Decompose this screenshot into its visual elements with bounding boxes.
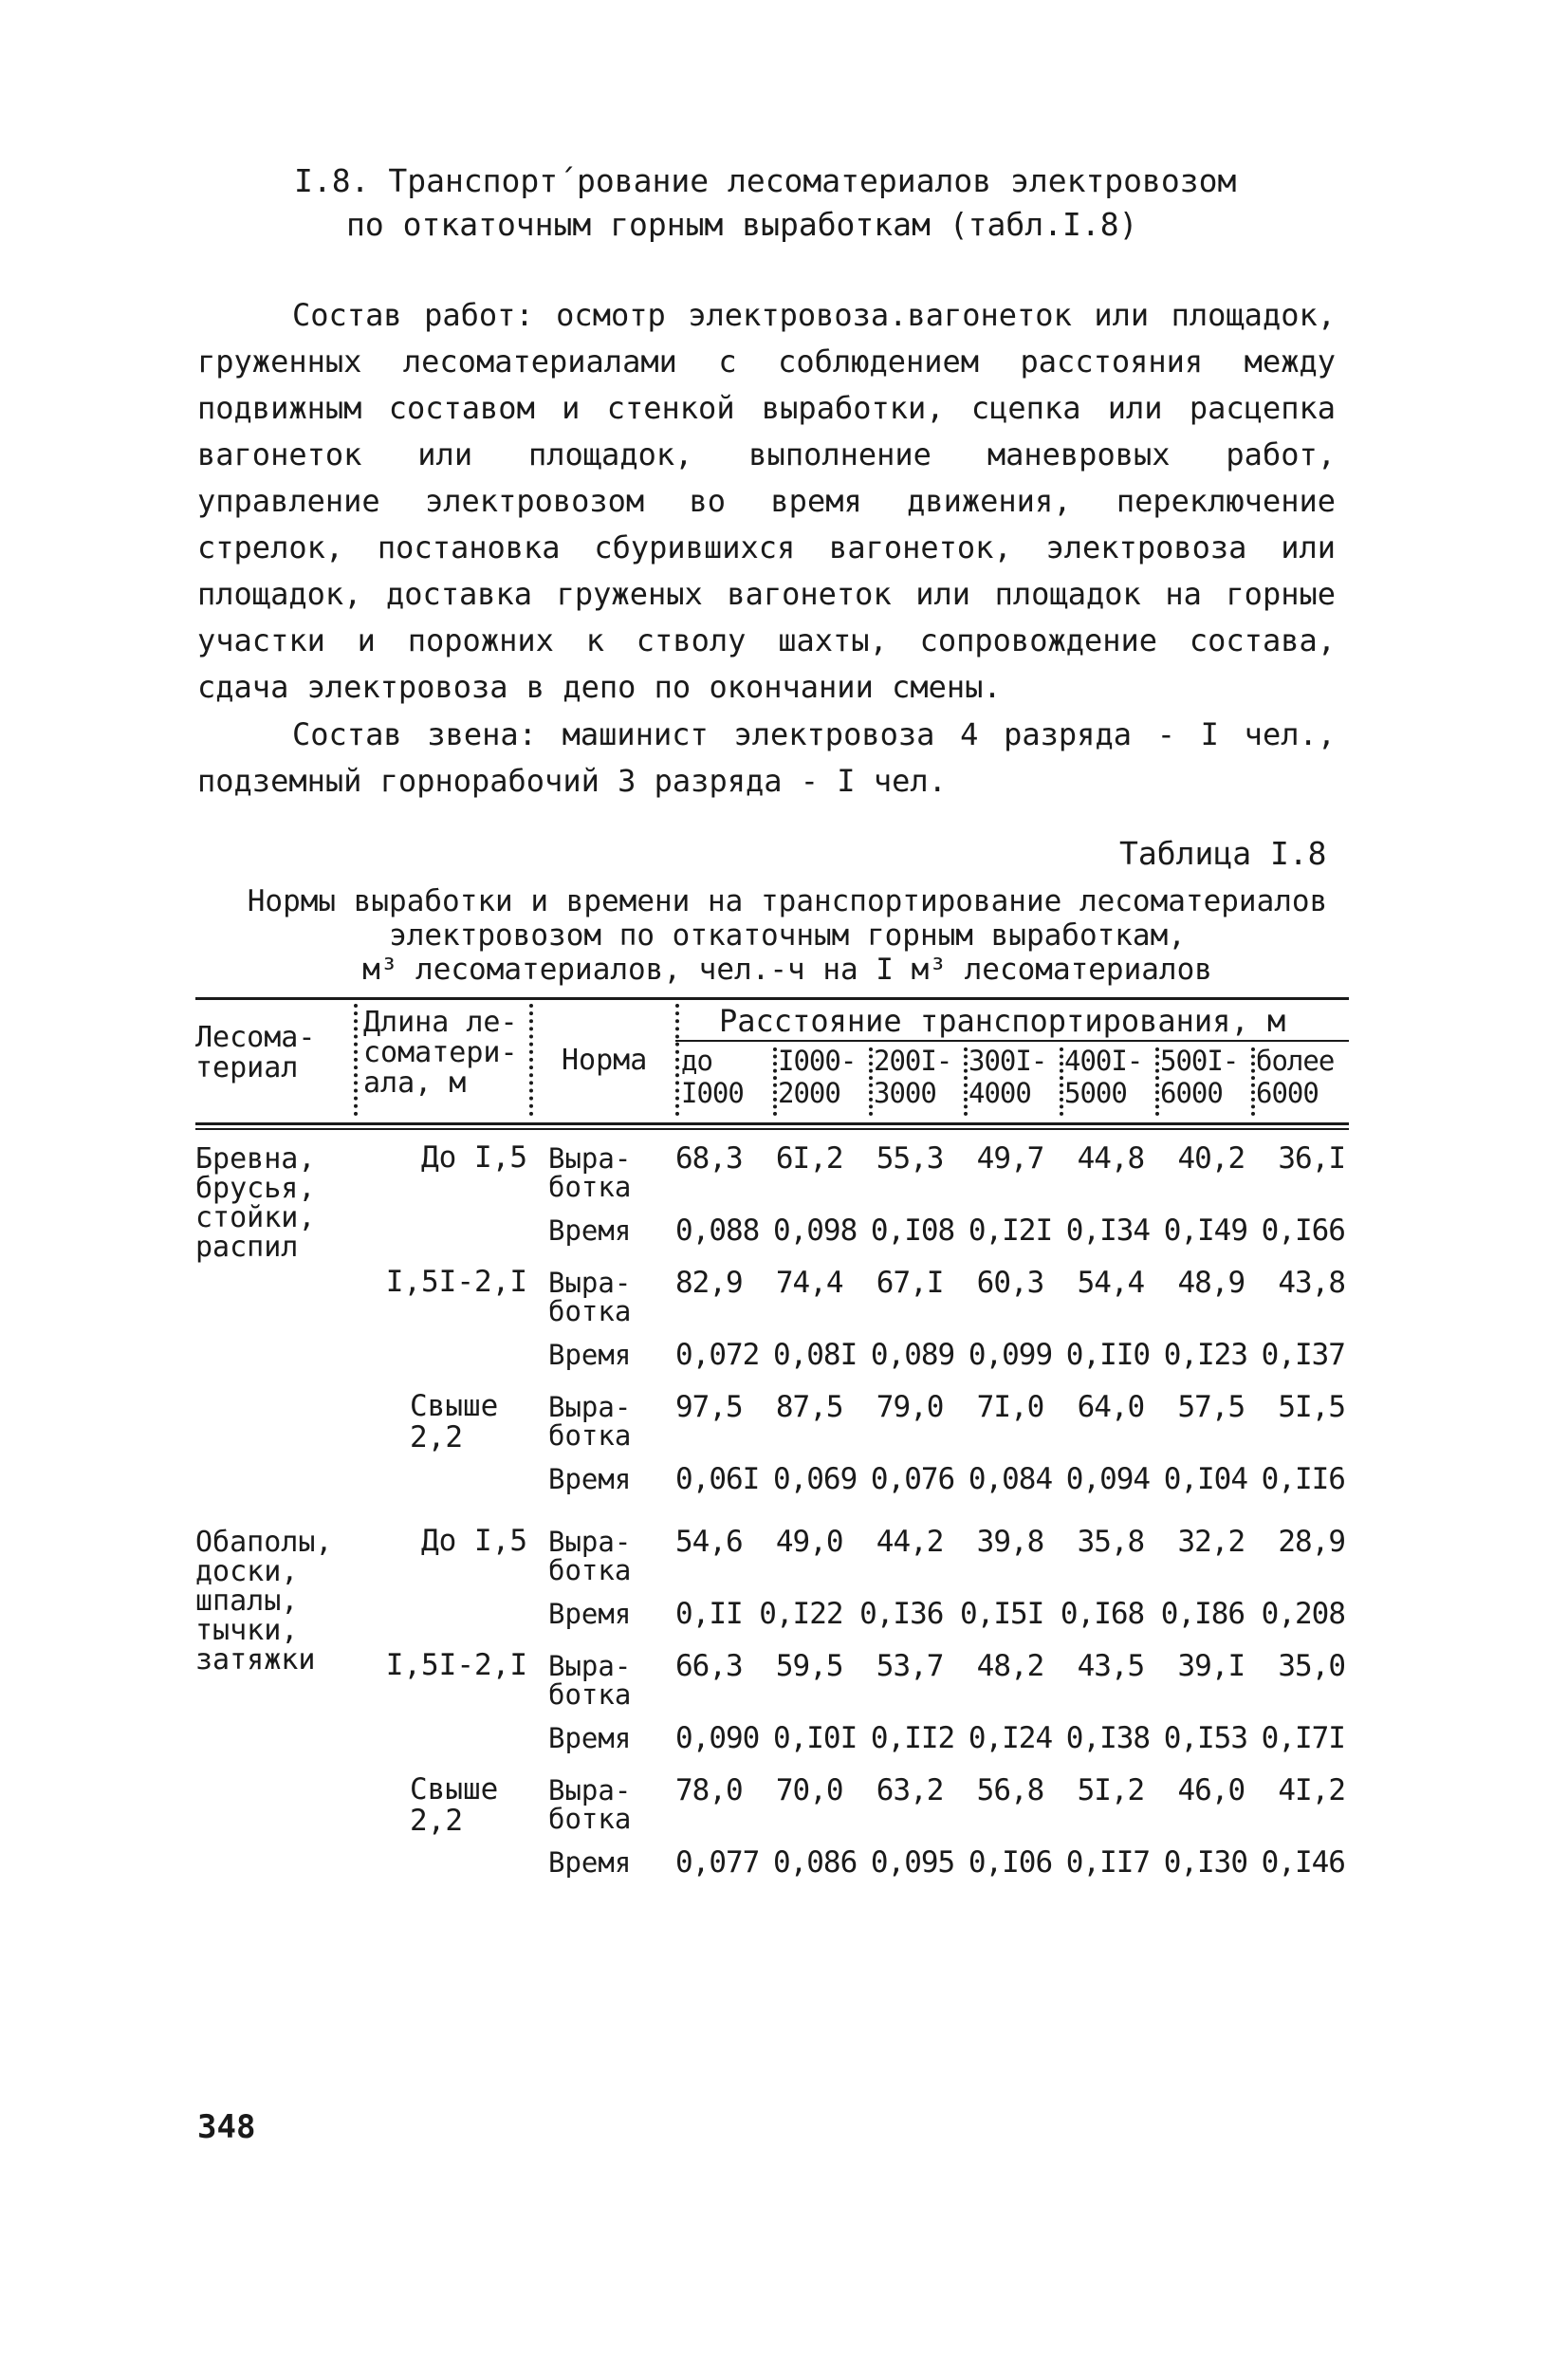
time-value: 0,I86 bbox=[1160, 1597, 1245, 1631]
time-values-row bbox=[675, 1598, 1345, 1630]
crew-composition-text: Состав звена: машинист электровоза 4 разряда - I чел., подземный горнорабочий 3 разряда - I чел. bbox=[197, 716, 1336, 799]
table-top-rule bbox=[195, 997, 1349, 1000]
time-value: 0,II0 bbox=[1065, 1338, 1151, 1372]
range-header-top: более bbox=[1256, 1045, 1335, 1077]
norm-time-label: Время bbox=[548, 1214, 632, 1247]
time-value: 0,I46 bbox=[1261, 1845, 1345, 1880]
range-header-bottom: 2000 bbox=[778, 1077, 840, 1109]
output-value: 60,3 bbox=[976, 1266, 1044, 1300]
length-cell bbox=[341, 1526, 527, 1557]
time-value: 0,098 bbox=[772, 1214, 858, 1248]
length-line: До I,5 bbox=[421, 1524, 527, 1558]
time-value: 0,I36 bbox=[859, 1597, 944, 1631]
time-value: 0,090 bbox=[675, 1721, 760, 1755]
time-value: 0,095 bbox=[870, 1845, 955, 1880]
time-value: 0,I2I bbox=[968, 1214, 1053, 1248]
column-divider bbox=[675, 1004, 679, 1116]
time-values-row bbox=[675, 1214, 1345, 1247]
range-header-bottom: 5000 bbox=[1064, 1077, 1127, 1109]
column-divider bbox=[1060, 1047, 1063, 1116]
material-line: распил bbox=[195, 1231, 299, 1264]
time-value: 0,077 bbox=[675, 1845, 760, 1880]
norm-label-line: ботка bbox=[548, 1419, 632, 1452]
column-divider bbox=[1251, 1047, 1255, 1116]
norm-label-line: Выра- bbox=[548, 1650, 632, 1682]
output-value: 56,8 bbox=[976, 1773, 1044, 1807]
output-value: 78,0 bbox=[675, 1773, 743, 1807]
range-header-bottom: 6000 bbox=[1160, 1077, 1223, 1109]
time-value: 0,I24 bbox=[968, 1721, 1053, 1755]
time-value: 0,I30 bbox=[1163, 1845, 1248, 1880]
column-divider bbox=[964, 1047, 968, 1116]
range-header-bottom: 4000 bbox=[968, 1077, 1031, 1109]
time-value: 0,I7I bbox=[1261, 1721, 1345, 1755]
output-value: 5I,2 bbox=[1077, 1773, 1145, 1807]
table-caption bbox=[180, 884, 1394, 987]
output-value: 97,5 bbox=[675, 1390, 743, 1424]
norm-time-label: Время bbox=[548, 1846, 632, 1879]
length-cell bbox=[341, 1650, 527, 1681]
output-value: 7I,0 bbox=[976, 1390, 1044, 1424]
length-cell bbox=[410, 1774, 498, 1837]
norm-output-label bbox=[548, 1652, 631, 1709]
table-caption-line-2: электровозом по откаточным горным выработкам, bbox=[389, 918, 1186, 953]
norm-label-line: Выра- bbox=[548, 1526, 632, 1558]
range-header-top: 400I- bbox=[1064, 1045, 1143, 1077]
column-divider bbox=[869, 1047, 873, 1116]
length-line: Свыше bbox=[410, 1772, 499, 1806]
norm-time-label: Время bbox=[548, 1463, 632, 1495]
output-value: 36,I bbox=[1278, 1141, 1345, 1176]
header-bottom-rule bbox=[195, 1122, 1349, 1125]
norm-label-line: Выра- bbox=[548, 1267, 632, 1299]
time-value: 0,I22 bbox=[759, 1597, 843, 1631]
output-value: 54,6 bbox=[675, 1525, 743, 1559]
output-value: 5I,5 bbox=[1278, 1390, 1345, 1424]
output-value: 32,2 bbox=[1177, 1525, 1245, 1559]
norm-time-label: Время bbox=[548, 1722, 632, 1754]
output-value: 28,9 bbox=[1278, 1525, 1345, 1559]
column-divider bbox=[1155, 1047, 1159, 1116]
material-line: стойки, bbox=[195, 1201, 316, 1234]
time-value: 0,076 bbox=[870, 1462, 955, 1496]
output-values-row bbox=[675, 1267, 1345, 1299]
time-value: 0,I66 bbox=[1261, 1214, 1345, 1248]
time-value: 0,099 bbox=[968, 1338, 1053, 1372]
section-title-line-1: I.8. Транспорт´рование лесоматериалов электровозом bbox=[294, 162, 1237, 199]
output-value: 44,8 bbox=[1077, 1141, 1145, 1176]
output-value: 48,9 bbox=[1177, 1266, 1245, 1300]
table-label: Таблица I.8 bbox=[1119, 835, 1327, 872]
output-value: 67,I bbox=[876, 1266, 944, 1300]
range-header-bottom: 6000 bbox=[1256, 1077, 1319, 1109]
length-line: I,5I-2,I bbox=[385, 1265, 527, 1299]
range-header-bottom: 3000 bbox=[874, 1077, 936, 1109]
material-line: Обаполы, bbox=[195, 1526, 333, 1559]
section-heading bbox=[294, 159, 1432, 247]
output-value: 48,2 bbox=[976, 1649, 1044, 1683]
norm-output-label bbox=[548, 1393, 631, 1450]
output-value: 57,5 bbox=[1177, 1390, 1245, 1424]
table-caption-line-1: Нормы выработки и времени на транспортирование лесоматериалов bbox=[247, 884, 1328, 918]
material-line: тычки, bbox=[195, 1614, 299, 1647]
time-value: 0,084 bbox=[968, 1462, 1053, 1496]
header-length: Длина ле- соматери- ала, м bbox=[363, 1006, 518, 1100]
output-value: 87,5 bbox=[775, 1390, 843, 1424]
time-value: 0,I53 bbox=[1163, 1721, 1248, 1755]
column-divider bbox=[529, 1004, 533, 1116]
time-value: 0,094 bbox=[1065, 1462, 1151, 1496]
time-value: 0,I04 bbox=[1163, 1462, 1248, 1496]
range-header-top: 200I- bbox=[874, 1045, 952, 1077]
output-value: 74,4 bbox=[775, 1266, 843, 1300]
material-line: Бревна, bbox=[195, 1142, 316, 1176]
column-divider bbox=[773, 1047, 777, 1116]
output-value: 40,2 bbox=[1177, 1141, 1245, 1176]
time-values-row bbox=[675, 1463, 1345, 1495]
time-value: 0,I34 bbox=[1065, 1214, 1151, 1248]
time-value: 0,II6 bbox=[1261, 1462, 1345, 1496]
norm-label-line: Выра- bbox=[548, 1142, 632, 1175]
time-value: 0,089 bbox=[870, 1338, 955, 1372]
output-value: 39,8 bbox=[976, 1525, 1044, 1559]
output-value: 44,2 bbox=[876, 1525, 944, 1559]
time-value: 0,088 bbox=[675, 1214, 760, 1248]
output-value: 49,0 bbox=[775, 1525, 843, 1559]
output-value: 39,I bbox=[1177, 1649, 1245, 1683]
output-value: 55,3 bbox=[876, 1141, 944, 1176]
header-material: Лесома- териал bbox=[195, 1021, 316, 1084]
distance-header-rule bbox=[675, 1040, 1349, 1042]
norm-label-line: ботка bbox=[548, 1295, 632, 1327]
output-value: 49,7 bbox=[976, 1141, 1044, 1176]
time-value: 0,I49 bbox=[1163, 1214, 1248, 1248]
output-value: 35,0 bbox=[1278, 1649, 1345, 1683]
norm-label-line: ботка bbox=[548, 1171, 632, 1203]
output-value: 6I,2 bbox=[775, 1141, 843, 1176]
norm-output-label bbox=[548, 1269, 631, 1325]
time-value: 0,I06 bbox=[968, 1845, 1053, 1880]
time-value: 0,072 bbox=[675, 1338, 760, 1372]
time-value: 0,II2 bbox=[870, 1721, 955, 1755]
time-value: 0,I08 bbox=[870, 1214, 955, 1248]
time-values-row bbox=[675, 1846, 1345, 1879]
range-header-top: I000- bbox=[778, 1045, 857, 1077]
output-value: 70,0 bbox=[775, 1773, 843, 1807]
output-value: 63,2 bbox=[876, 1773, 944, 1807]
header-bottom-rule-2 bbox=[195, 1128, 1349, 1130]
output-value: 82,9 bbox=[675, 1266, 743, 1300]
time-values-row bbox=[675, 1339, 1345, 1371]
range-header-top: 300I- bbox=[968, 1045, 1047, 1077]
output-value: 54,4 bbox=[1077, 1266, 1145, 1300]
output-value: 4I,2 bbox=[1278, 1773, 1345, 1807]
time-value: 0,II7 bbox=[1065, 1845, 1151, 1880]
time-value: 0,I23 bbox=[1163, 1338, 1248, 1372]
work-composition-paragraph bbox=[197, 292, 1336, 711]
range-header-top: до bbox=[681, 1045, 712, 1077]
norm-output-label bbox=[548, 1776, 631, 1833]
time-value: 0,06I bbox=[675, 1462, 760, 1496]
time-value: 0,II bbox=[675, 1597, 743, 1631]
output-value: 53,7 bbox=[876, 1649, 944, 1683]
material-line: доски, bbox=[195, 1555, 299, 1588]
page-number: 348 bbox=[197, 2108, 256, 2146]
output-value: 43,5 bbox=[1077, 1649, 1145, 1683]
time-value: 0,I37 bbox=[1261, 1338, 1345, 1372]
norm-label-line: Выра- bbox=[548, 1774, 632, 1806]
time-value: 0,208 bbox=[1261, 1597, 1345, 1631]
norm-label-line: ботка bbox=[548, 1554, 632, 1586]
norm-output-label bbox=[548, 1528, 631, 1584]
length-line: Свыше bbox=[410, 1389, 499, 1423]
table-caption-line-3: м³ лесоматериалов, чел.-ч на I м³ лесоматериалов bbox=[362, 953, 1212, 987]
material-line: затяжки bbox=[195, 1643, 316, 1677]
material-cell bbox=[195, 1144, 315, 1262]
norm-label-line: ботка bbox=[548, 1803, 632, 1835]
length-cell bbox=[341, 1142, 527, 1174]
length-line: 2,2 bbox=[410, 1420, 463, 1454]
output-values-row bbox=[675, 1391, 1345, 1423]
time-value: 0,069 bbox=[772, 1462, 858, 1496]
section-title-line-2: по откаточным горным выработкам (табл.I.8) bbox=[346, 206, 1138, 243]
length-line: До I,5 bbox=[421, 1140, 527, 1175]
length-cell bbox=[410, 1391, 498, 1454]
length-line: 2,2 bbox=[410, 1804, 463, 1838]
output-value: 64,0 bbox=[1077, 1390, 1145, 1424]
output-value: 66,3 bbox=[675, 1649, 743, 1683]
norm-output-label bbox=[548, 1144, 631, 1201]
output-values-row bbox=[675, 1774, 1345, 1806]
length-line: I,5I-2,I bbox=[385, 1648, 527, 1682]
range-header-top: 500I- bbox=[1160, 1045, 1239, 1077]
norm-label-line: ботка bbox=[548, 1678, 632, 1711]
header-norm: Норма bbox=[562, 1044, 648, 1077]
time-value: 0,086 bbox=[772, 1845, 858, 1880]
norm-label-line: Выра- bbox=[548, 1391, 632, 1423]
output-value: 79,0 bbox=[876, 1390, 944, 1424]
norm-time-label: Время bbox=[548, 1339, 632, 1371]
time-value: 0,I38 bbox=[1065, 1721, 1151, 1755]
output-values-row bbox=[675, 1526, 1345, 1558]
time-value: 0,I68 bbox=[1060, 1597, 1145, 1631]
time-value: 0,I5I bbox=[960, 1597, 1044, 1631]
length-cell bbox=[341, 1267, 527, 1298]
time-values-row bbox=[675, 1722, 1345, 1754]
range-header-bottom: I000 bbox=[681, 1077, 744, 1109]
material-cell bbox=[195, 1528, 333, 1675]
work-composition-text: Состав работ: осмотр электровоза.вагонеток или площадок, груженных лесоматериалами с соблюдением расстояния между подвижным составом и стенкой выработки, сцепка или расцепка вагонеток или площадок, выполнение маневровых работ, управление электровозом во время движения, переключение стрелок, постановка сбурившихся вагонеток, электровоза или площадок, доставка груженых вагонеток или площадок на горные участки и порожних к стволу шахты, сопровождение состава, сдача электровоза в депо по окончании смены. bbox=[197, 297, 1336, 705]
output-values-row bbox=[675, 1142, 1345, 1175]
material-line: брусья, bbox=[195, 1172, 316, 1205]
output-value: 46,0 bbox=[1177, 1773, 1245, 1807]
column-divider bbox=[354, 1004, 358, 1116]
norm-time-label: Время bbox=[548, 1598, 632, 1630]
output-values-row bbox=[675, 1650, 1345, 1682]
output-value: 68,3 bbox=[675, 1141, 743, 1176]
time-value: 0,I0I bbox=[772, 1721, 858, 1755]
output-value: 35,8 bbox=[1077, 1525, 1145, 1559]
crew-composition-paragraph bbox=[197, 712, 1336, 805]
header-distance: Расстояние транспортирования, м bbox=[719, 1003, 1286, 1039]
time-value: 0,08I bbox=[772, 1338, 858, 1372]
output-value: 43,8 bbox=[1278, 1266, 1345, 1300]
material-line: шпалы, bbox=[195, 1584, 299, 1618]
output-value: 59,5 bbox=[775, 1649, 843, 1683]
